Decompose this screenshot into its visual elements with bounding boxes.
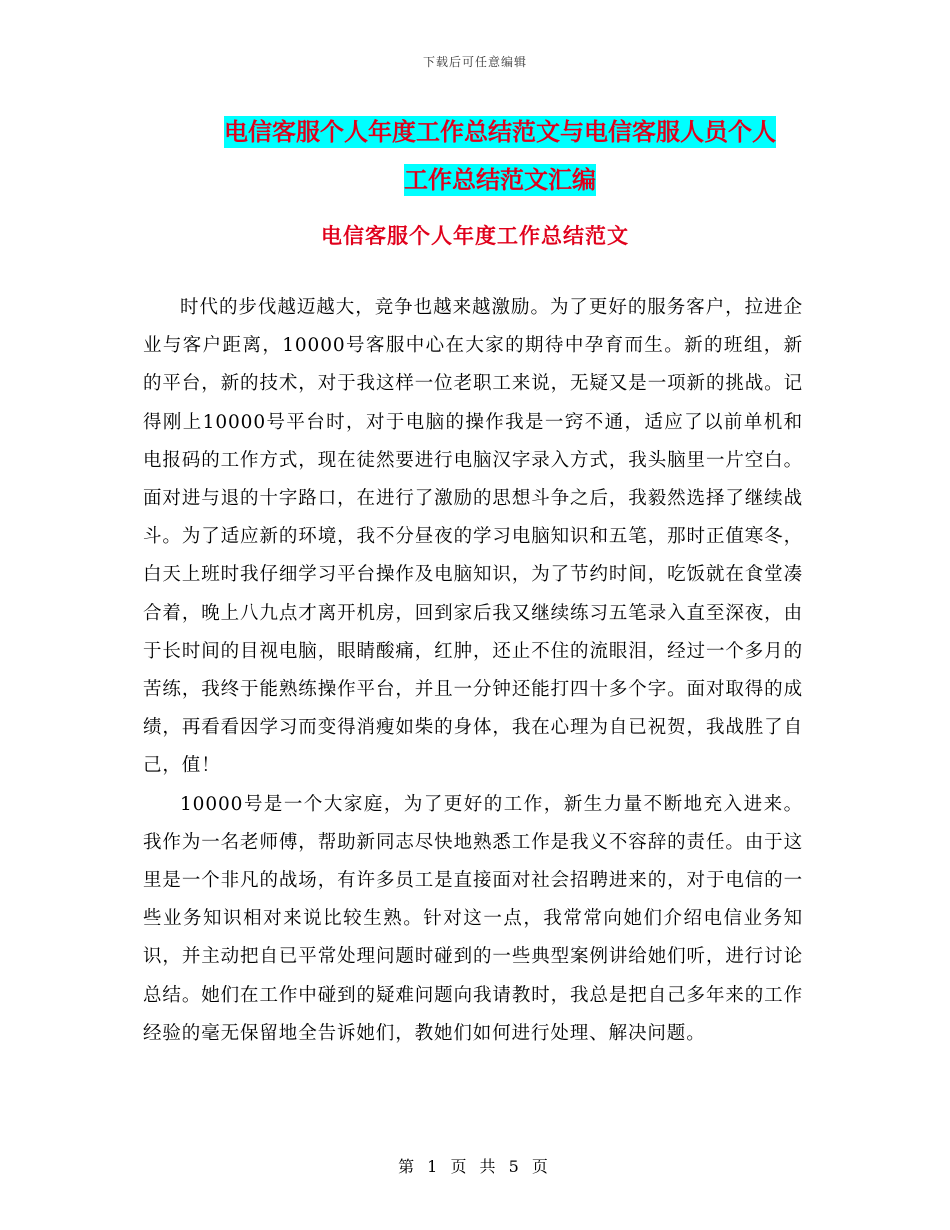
page-indicator: 第 1 页 共 5 页 [398,1157,552,1176]
paragraph-1: 时代的步伐越迈越大，竞争也越来越激励。为了更好的服务客户，拉进企业与客户距离，10000号客服中心在大家的期待中孕育而生。新的班组，新的平台，新的技术，对于我这样一位老职工来说，无疑又是一项新的挑战。记得刚上10000号平台时，对于电脑的操作我是一窍不通，适应了以前单机和电报码的工作方式，现在徒然要进行电脑汉字录入方式，我头脑里一片空白。面对进与退的十字路口，在进行了激励的思想斗争之后，我毅然选择了继续战斗。为了适应新的环境，我不分昼夜的学习电脑知识和五笔，那时正值寒冬，白天上班时我仔细学习平台操作及电脑知识，为了节约时间，吃饭就在食堂凑合着，晚上八九点才离开机房，回到家后我又继续练习五笔录入直至深夜，由于长时间的目视电脑，眼睛酸痛，红肿，还止不住的流眼泪，经过一个多月的苦练，我终于能熟练操作平台，并且一分钟还能打四十多个字。面对取得的成绩，再看看因学习而变得消瘦如柴的身体，我在心理为自已祝贺，我战胜了自己，值！ [143,297,803,777]
document-title [190,108,810,204]
header-note: 下载后可任意编辑 [422,55,527,69]
document-title-line-2: 工作总结范文汇编 [404,166,596,194]
section-title: 电信客服个人年度工作总结范文 [321,224,629,248]
document-title-line-1: 电信客服个人年度工作总结范文与电信客服人员个人 [224,118,776,146]
paragraph-2: 10000号是一个大家庭，为了更好的工作，新生力量不断地充入进来。我作为一名老师傅，帮助新同志尽快地熟悉工作是我义不容辞的责任。由于这里是一个非凡的战场，有许多员工是直接面对社会招聘进来的，对于电信的一些业务知识相对来说比较生熟。针对这一点，我常常向她们介绍电信业务知识，并主动把自已平常处理问题时碰到的一些典型案例讲给她们听，进行讨论总结。她们在工作中碰到的疑难问题向我请教时，我总是把自己多年来的工作经验的毫无保留地全告诉她们，教她们如何进行处理、解决问题。 [143,793,803,1044]
body-text [143,289,803,1053]
